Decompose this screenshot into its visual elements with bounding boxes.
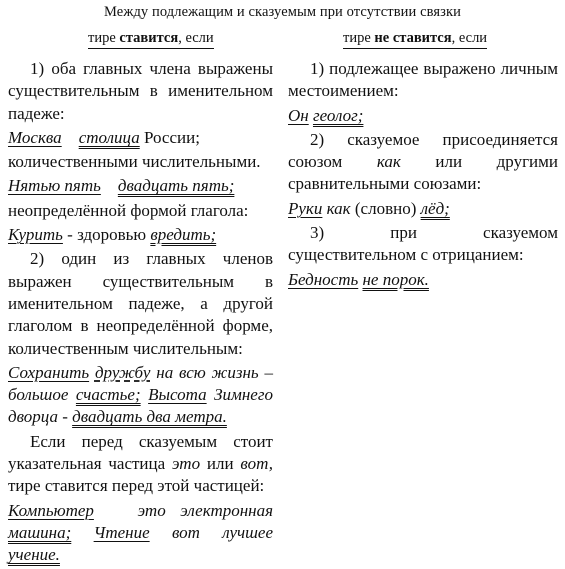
rule-1b: количественными числительными.: [8, 152, 261, 172]
example-object: дружбу: [94, 362, 151, 382]
example-2: [8, 175, 273, 197]
example-subject: Чтение: [93, 522, 150, 542]
example-text: на всю жизнь – большое: [8, 362, 274, 405]
rule-text: 1) оба главных члена выражены существительным в именительном падеже:: [8, 59, 273, 123]
example-subject: Он: [288, 105, 309, 125]
rule-text: или: [206, 454, 234, 474]
rule-conjunction: как: [376, 152, 401, 172]
rule-text: 2) один из главных членов выражен существительным в именительном падеже, а другой глаголом в неопределённой форме, количественным числительным:: [8, 249, 273, 358]
rule-text: тире ставится перед этой частицей:: [8, 476, 265, 496]
rule-3: [288, 222, 558, 267]
heading-keyword: ставится: [119, 30, 179, 46]
example-text: это электронная: [137, 500, 273, 520]
example-text: России;: [143, 127, 200, 147]
heading-word: , если: [178, 30, 214, 46]
example-subject: Москва: [8, 127, 62, 147]
example-4: [8, 362, 273, 429]
example-predicate: столица: [78, 127, 140, 147]
rule-text: 2) сказуемое присоединяется союзом: [288, 129, 558, 172]
example-predicate: вредить;: [150, 225, 217, 245]
rule-1: [288, 58, 558, 103]
rule-text: 1) подлежащее выражено личным местоимением:: [288, 59, 558, 101]
right-column-heading: [343, 30, 487, 47]
example-text: - здоровью: [67, 225, 147, 245]
example-conjunction: как: [326, 198, 351, 218]
left-column: [8, 58, 273, 569]
example-1: [288, 105, 558, 127]
rule-text: или другими сравнительными союзами:: [288, 152, 558, 194]
example-predicate: двадцать два метра.: [72, 407, 227, 427]
example-predicate: лёд;: [420, 198, 450, 218]
heading-word: , если: [451, 30, 488, 46]
heading-word: тире: [88, 30, 116, 46]
example-subject: Высота: [148, 385, 207, 405]
rule-3: [8, 431, 273, 498]
rule-1c: неопределённой формой глагола:: [8, 200, 249, 220]
example-predicate: двадцать пять;: [117, 176, 235, 196]
example-predicate: счастье;: [75, 385, 141, 405]
example-2: [288, 198, 558, 220]
example-subject: Сохранить: [8, 362, 90, 382]
example-5: [8, 500, 273, 567]
example-3: [288, 269, 558, 291]
example-text: вот лучшее: [171, 522, 274, 542]
example-3: [8, 224, 273, 246]
rule-2: [8, 248, 273, 359]
example-text: Зимнего дворца -: [8, 385, 273, 427]
example-text: (словно): [354, 198, 417, 218]
example-predicate: геолог;: [312, 105, 364, 125]
example-subject: Курить: [8, 225, 63, 245]
example-subject: Компьютер: [8, 500, 94, 520]
example-1: [8, 127, 273, 149]
example-subject: Нятью пять: [8, 176, 101, 196]
rule-2: [288, 129, 558, 196]
right-column: [288, 58, 558, 293]
example-subject: Руки: [288, 198, 323, 218]
example-predicate: машина;: [8, 522, 72, 542]
heading-word: тире: [343, 30, 371, 46]
rule-text: 3) при сказуемом существительном с отрицанием:: [288, 223, 558, 265]
rule-particle: это: [172, 454, 201, 474]
example-subject: Бедность: [288, 269, 359, 289]
heading-keyword: не ставится: [374, 30, 452, 46]
example-predicate: не порок.: [362, 269, 429, 289]
left-column-heading: [88, 30, 214, 47]
rule-1: [8, 58, 273, 125]
example-predicate: учение.: [8, 545, 60, 565]
table-title: Между подлежащим и сказуемым при отсутствии связки: [104, 4, 461, 20]
rule-particle: вот,: [240, 454, 274, 474]
rule-text: Если перед сказуемым стоит указательная частица: [8, 431, 273, 474]
